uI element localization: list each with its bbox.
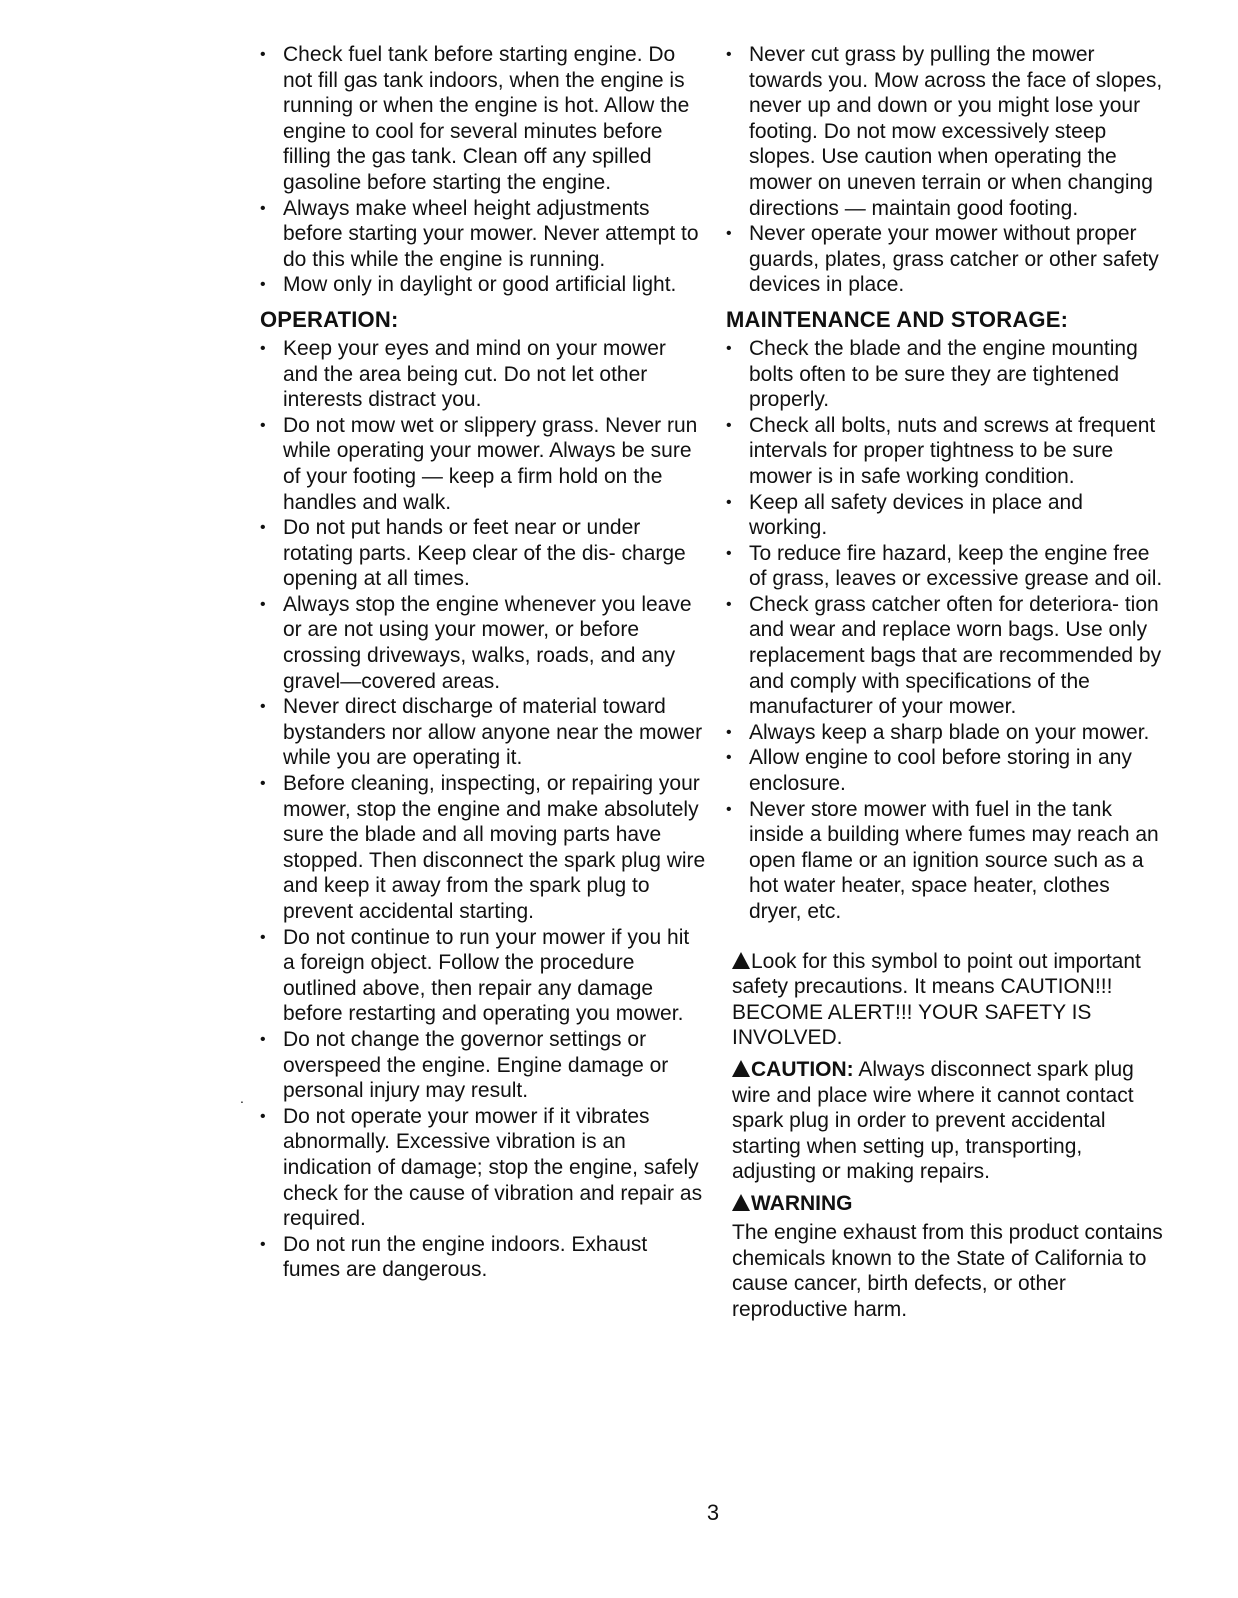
- warning-text: The engine exhaust from this product contains chemicals known to the State of California to cause cancer, birth defects, or other reproductive harm.: [732, 1220, 1163, 1321]
- list-item: • Mow only in daylight or good artificial light.: [258, 272, 706, 298]
- list-item: • Do not run the engine indoors. Exhaust fumes are dangerous.: [258, 1232, 706, 1283]
- warning-triangle-icon: [732, 1194, 750, 1211]
- warning-triangle-icon: [732, 1060, 750, 1077]
- caution-label: CAUTION:: [751, 1057, 854, 1081]
- caution-note: [732, 1057, 1164, 1185]
- list-item: • Allow engine to cool before storing in any enclosure.: [724, 745, 1164, 796]
- list-item: • Always keep a sharp blade on your mower.: [724, 720, 1164, 746]
- list-item: • Check grass catcher often for deteriora- tion and wear and replace worn bags. Use only replacement bags that are recommended by and comply with specifications of the manufacturer of your mower.: [724, 592, 1164, 720]
- operation-list: [258, 336, 706, 1283]
- left-column: [258, 42, 706, 1283]
- list-item: • Do not put hands or feet near or under rotating parts. Keep clear of the dis- charge opening at all times.: [258, 515, 706, 592]
- list-item: • Never cut grass by pulling the mower towards you. Mow across the face of slopes, never up and down or you might lose your footing. Do not mow excessively steep slopes. Use caution when operating the mower on uneven terrain or when changing directions — maintain good footing.: [724, 42, 1164, 221]
- list-item: • Never operate your mower without proper guards, plates, grass catcher or other safety devices in place.: [724, 221, 1164, 298]
- list-item: • Keep all safety devices in place and working.: [724, 490, 1164, 541]
- intro-list-right: [724, 42, 1164, 298]
- list-item: • Never direct discharge of material toward bystanders nor allow anyone near the mower while you are operating it.: [258, 694, 706, 771]
- list-item: • Always stop the engine whenever you leave or are not using your mower, or before crossing driveways, walks, roads, and any gravel—covered areas.: [258, 592, 706, 694]
- warning-triangle-icon: [732, 952, 750, 969]
- list-item: • Check all bolts, nuts and screws at frequent intervals for proper tightness to be sure mower is in safe working condition.: [724, 413, 1164, 490]
- page-number: 3: [706, 1500, 720, 1525]
- list-item: • To reduce fire hazard, keep the engine free of grass, leaves or excessive grease and oil.: [724, 541, 1164, 592]
- list-item: • Do not mow wet or slippery grass. Never run while operating your mower. Always be sure of your footing — keep a firm hold on the handles and walk.: [258, 413, 706, 515]
- maintenance-list: [724, 336, 1164, 925]
- list-item: • Do not continue to run your mower if you hit a foreign object. Follow the procedure outlined above, then repair any damage before restarting and operating you mower.: [258, 925, 706, 1027]
- intro-list-left: [258, 42, 706, 298]
- list-item: • Before cleaning, inspecting, or repairing your mower, stop the engine and make absolutely sure the blade and all moving parts have stopped. Then disconnect the spark plug wire and keep it away from the spark plug to prevent accidental starting.: [258, 771, 706, 925]
- list-item: • Always make wheel height adjustments before starting your mower. Never attempt to do this while the engine is running.: [258, 196, 706, 273]
- right-column: [724, 42, 1164, 1328]
- warning-label: WARNING: [751, 1191, 853, 1215]
- list-item: • Check fuel tank before starting engine. Do not fill gas tank indoors, when the engine is running or when the engine is hot. Allow the engine to cool for several minutes before filling the gas tank. Clean off any spilled gasoline before starting the engine.: [258, 42, 706, 196]
- caution-text: Always disconnect spark plug wire and place wire where it cannot contact spark plug in order to prevent accidental starting when setting up, transporting, adjusting or making repairs.: [732, 1057, 1134, 1184]
- safety-symbol-text: Look for this symbol to point out important safety precautions. It means CAUTION!!! BECOME ALERT!!! YOUR SAFETY IS INVOLVED.: [732, 949, 1141, 1050]
- list-item: • Keep your eyes and mind on your mower and the area being cut. Do not let other interests distract you.: [258, 336, 706, 413]
- list-item: • Do not change the governor settings or overspeed the engine. Engine damage or personal injury may result.: [258, 1027, 706, 1104]
- safety-symbol-note: [732, 949, 1164, 1051]
- list-item: • Do not operate your mower if it vibrates abnormally. Excessive vibration is an indication of damage; stop the engine, safely check for the cause of vibration and repair as required.: [258, 1104, 706, 1232]
- warning-heading: [732, 1191, 1164, 1216]
- stray-mark: .: [240, 1090, 244, 1106]
- maintenance-heading: MAINTENANCE AND STORAGE:: [726, 306, 1069, 332]
- operation-heading: OPERATION:: [260, 306, 399, 332]
- list-item: • Never store mower with fuel in the tank inside a building where fumes may reach an open flame or an ignition source such as a hot water heater, space heater, clothes dryer, etc.: [724, 797, 1164, 925]
- list-item: • Check the blade and the engine mounting bolts often to be sure they are tightened properly.: [724, 336, 1164, 413]
